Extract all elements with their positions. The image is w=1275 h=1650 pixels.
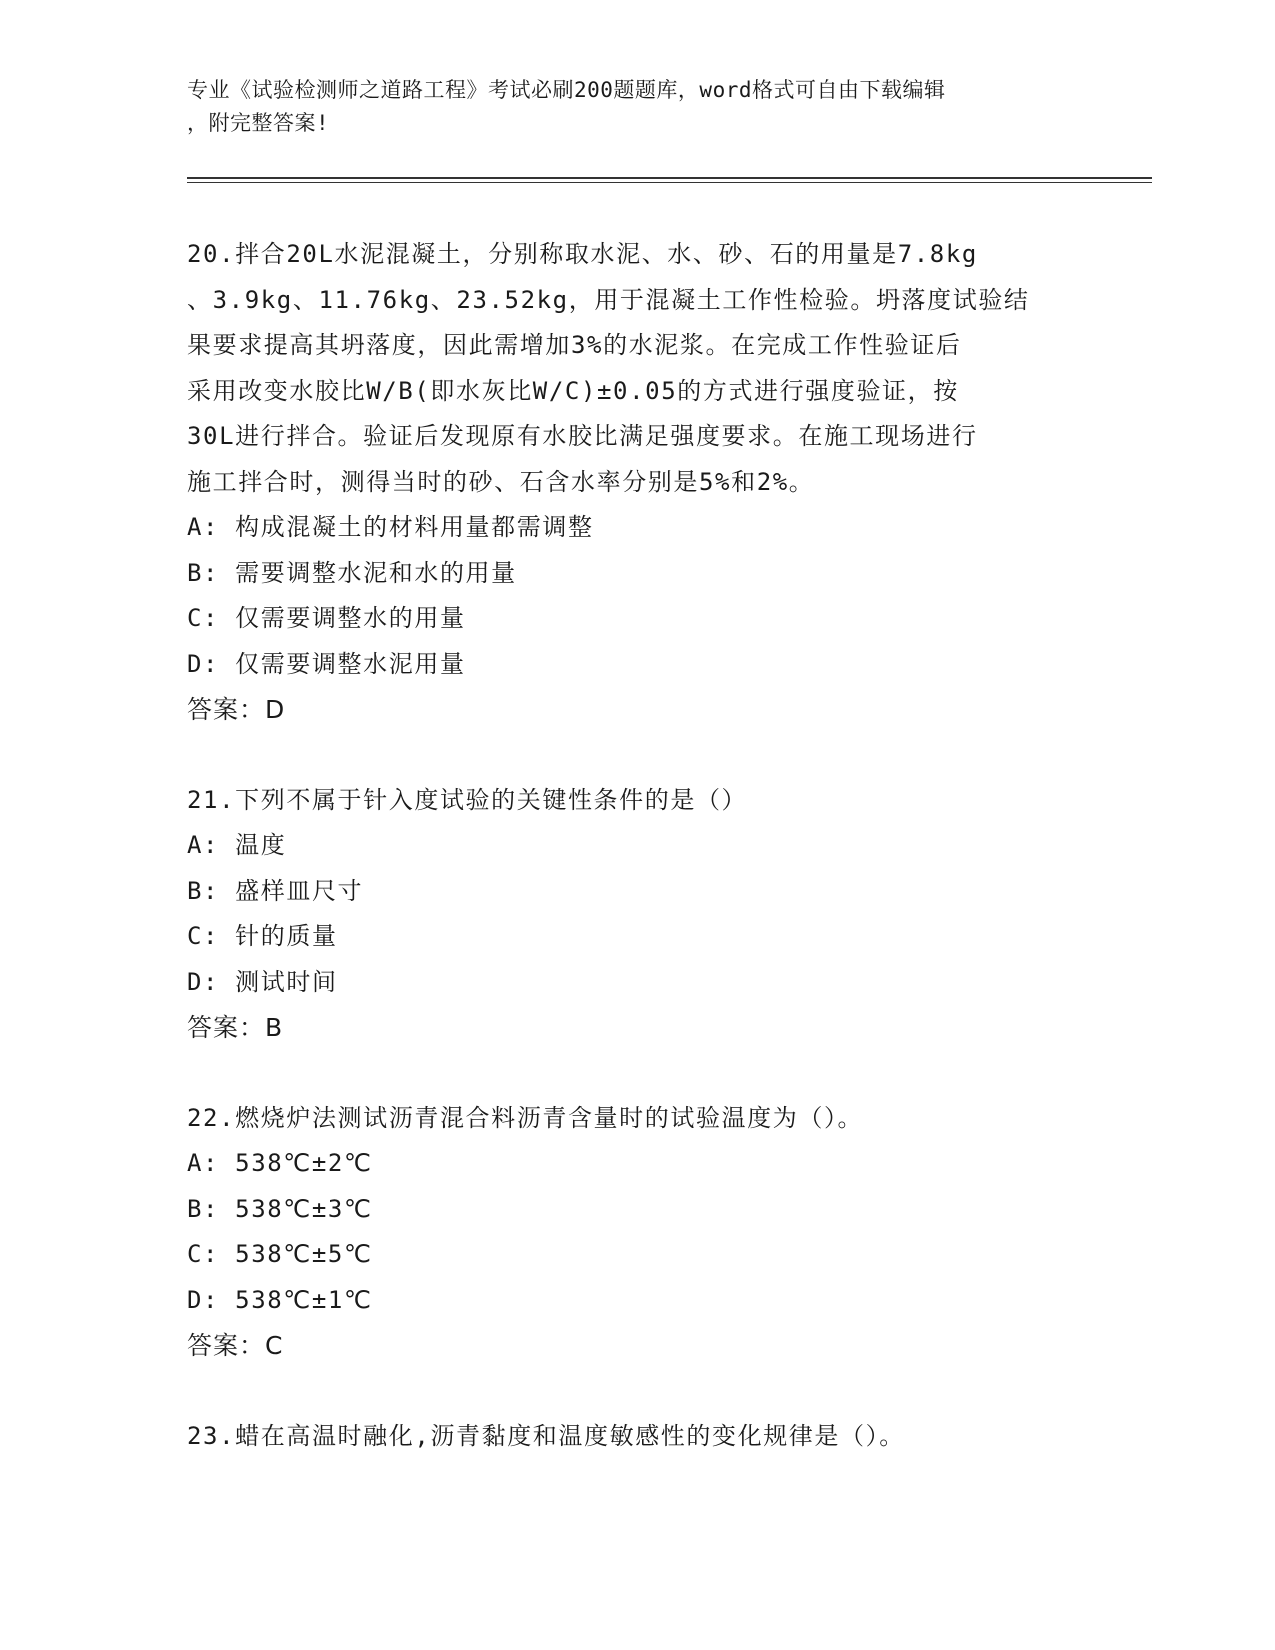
spacer	[187, 1051, 1087, 1096]
option-a: A: 温度	[187, 831, 287, 859]
answer-label: 答案：B	[187, 1013, 284, 1042]
stem-line: 22.燃烧炉法测试沥青混合料沥青含量时的试验温度为（）。	[187, 1103, 864, 1132]
option-a: A: 538℃±2℃	[187, 1149, 373, 1177]
stem-line: 21.下列不属于针入度试验的关键性条件的是（）	[187, 785, 748, 814]
option-d: D: 538℃±1℃	[187, 1285, 373, 1314]
stem-line: 果要求提高其坍落度，因此需增加3%的水泥浆。在完成工作性验证后	[187, 331, 962, 359]
document-header	[187, 74, 1087, 140]
option-b: B: 需要调整水泥和水的用量	[187, 558, 517, 587]
option-d: D: 仅需要调整水泥用量	[187, 649, 466, 678]
stem-line: 采用改变水胶比W/B(即水灰比W/C)±0.05的方式进行强度验证，按	[187, 376, 959, 405]
question-list	[187, 232, 1087, 1459]
option-c: C: 538℃±5℃	[187, 1240, 373, 1268]
question-20	[187, 232, 1087, 733]
question-stem	[187, 232, 1087, 505]
option-d: D: 测试时间	[187, 967, 338, 996]
question-stem	[187, 1096, 1087, 1142]
option-b: B: 盛样皿尺寸	[187, 876, 364, 905]
option-c: C: 仅需要调整水的用量	[187, 604, 466, 632]
question-22	[187, 1096, 1087, 1369]
answer-label: 答案：C	[187, 1331, 284, 1360]
answer-label: 答案：D	[187, 695, 286, 724]
spacer	[187, 1369, 1087, 1414]
spacer	[187, 733, 1087, 778]
stem-line: 、3.9kg、11.76kg、23.52kg，用于混凝土工作性检验。坍落度试验结	[187, 285, 1030, 314]
header-line-1: 专业《试验检测师之道路工程》考试必刷200题题库，word格式可自由下载编辑	[187, 78, 946, 102]
header-divider-thick	[187, 177, 1152, 179]
question-stem	[187, 778, 1087, 824]
stem-line: 30L进行拌合。验证后发现原有水胶比满足强度要求。在施工现场进行	[187, 422, 978, 450]
stem-line: 20.拌合20L水泥混凝土，分别称取水泥、水、砂、石的用量是7.8kg	[187, 240, 978, 268]
header-divider-thin	[187, 182, 1152, 183]
stem-line: 施工拌合时，测得当时的砂、石含水率分别是5%和2%。	[187, 467, 815, 496]
header-line-2: ，附完整答案!	[187, 111, 330, 135]
option-c: C: 针的质量	[187, 922, 338, 950]
question-23	[187, 1414, 1087, 1460]
question-stem	[187, 1414, 1087, 1460]
question-21	[187, 778, 1087, 1051]
stem-line: 23.蜡在高温时融化,沥青黏度和温度敏感性的变化规律是（）。	[187, 1421, 905, 1450]
option-a: A: 构成混凝土的材料用量都需调整	[187, 513, 594, 541]
option-b: B: 538℃±3℃	[187, 1194, 373, 1223]
